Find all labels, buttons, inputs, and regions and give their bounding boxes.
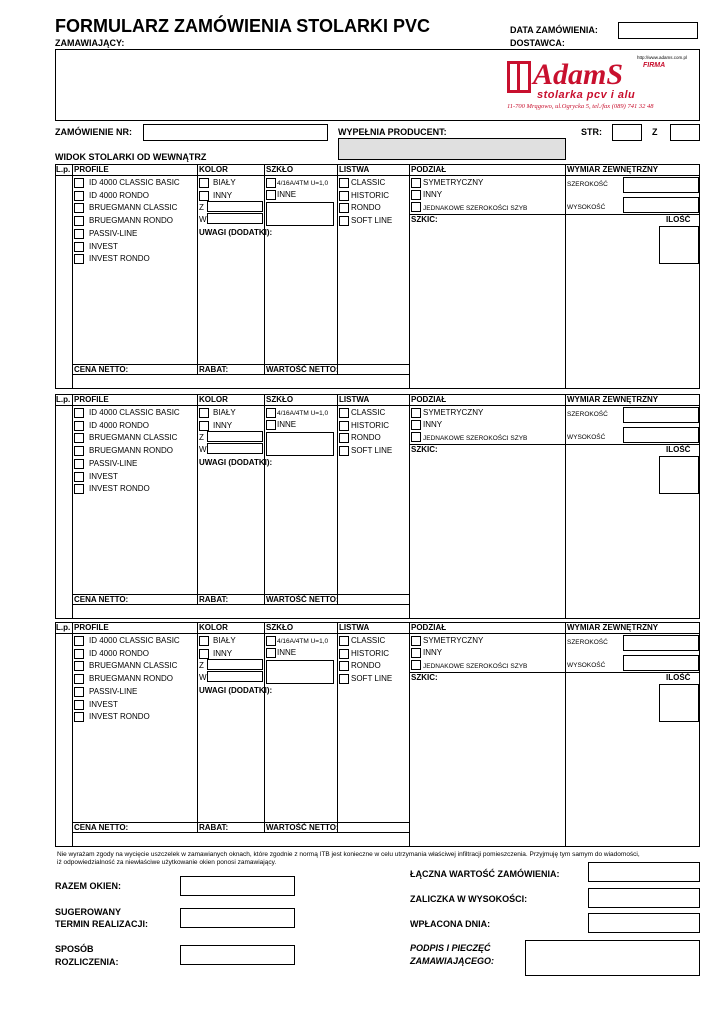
width-label: SZEROKOŚĆ (567, 411, 608, 418)
consent-text-line-2: iż odpowiedzialność za niewłaściwe użytkowanie okien ponosi zamawiający. (57, 859, 277, 866)
glass-other-field[interactable] (266, 202, 334, 226)
profile-option-label: INVEST (89, 241, 118, 251)
color-option-label: INNY (213, 648, 233, 658)
strip-option-label: RONDO (351, 661, 381, 670)
profile-option-label: BRUEGMANN CLASSIC (89, 661, 178, 671)
strip-checkbox[interactable] (339, 408, 349, 418)
color-outer-field[interactable] (207, 201, 263, 212)
profile-header: PROFILE (74, 165, 109, 174)
column-divider (197, 394, 198, 604)
profile-option-label: BRUEGMANN RONDO (89, 216, 174, 226)
dims-header: WYMIAR ZEWNĘTRZNY (567, 165, 659, 174)
height-field[interactable] (623, 655, 699, 671)
profile-checkbox[interactable] (74, 433, 84, 443)
total-windows-label: RAZEM OKIEN: (55, 881, 121, 891)
total-order-value-label: ŁĄCZNA WARTOŚĆ ZAMÓWIENIA: (410, 869, 560, 879)
column-divider (197, 164, 198, 374)
profile-checkbox[interactable] (74, 484, 84, 494)
window-logo-icon (507, 61, 531, 93)
quantity-label: ILOŚĆ (666, 445, 691, 454)
order-item-section (55, 622, 700, 847)
strip-option-label: SOFT LINE (351, 673, 393, 683)
profile-checkbox[interactable] (74, 446, 84, 456)
division-option-label: JEDNAKOWE SZEROKOŚCI SZYB (423, 663, 528, 670)
logo-tagline: stolarka pcv i alu (537, 89, 636, 101)
logo-firma: FIRMA (643, 62, 666, 69)
strip-checkbox[interactable] (339, 433, 349, 443)
color-header: KOLOR (199, 165, 228, 174)
payment-method-label-2: ROZLICZENIA: (55, 957, 119, 967)
color-outer-field[interactable] (207, 659, 263, 670)
color-outer-label: Z (199, 661, 204, 670)
profile-option-label: ID 4000 RONDO (89, 420, 150, 430)
color-outer-label: Z (199, 203, 204, 212)
color-inner-label: W (199, 673, 207, 682)
width-field[interactable] (623, 407, 699, 423)
profile-option-label: INVEST (89, 699, 118, 709)
width-label: SZEROKOŚĆ (567, 639, 608, 646)
order-number-label: ZAMÓWIENIE NR: (55, 127, 132, 137)
division-checkbox[interactable] (411, 202, 421, 212)
discount-label: RABAT: (199, 823, 229, 832)
width-field[interactable] (623, 177, 699, 193)
logo-name: AdamS (533, 58, 624, 91)
suggested-term-field[interactable] (180, 908, 295, 928)
orderer-label: ZAMAWIAJĄCY: (55, 38, 125, 48)
glass-option-label: INNE (277, 190, 297, 199)
glass-option-label: INNE (277, 420, 297, 429)
color-inner-label: W (199, 445, 207, 454)
notes-label: UWAGI (DODATKI): (199, 458, 273, 467)
paid-on-label: WPŁACONA DNIA: (410, 919, 491, 929)
profile-option-label: INVEST RONDO (89, 254, 150, 264)
color-checkbox[interactable] (199, 421, 209, 431)
net-price-label: CENA NETTO: (74, 595, 129, 604)
division-option-label: INNY (423, 420, 443, 429)
suggested-term-label-1: SUGEROWANY (55, 907, 122, 917)
division-option-label: INNY (423, 648, 443, 657)
strip-checkbox[interactable] (339, 178, 349, 188)
profile-option-label: ID 4000 RONDO (89, 648, 150, 658)
division-checkbox[interactable] (411, 420, 421, 430)
notes-label: UWAGI (DODATKI): (199, 228, 273, 237)
dims-header: WYMIAR ZEWNĘTRZNY (567, 623, 659, 632)
header-divider (55, 175, 700, 176)
column-divider (565, 394, 566, 619)
color-header: KOLOR (199, 395, 228, 404)
profile-option-label: BRUEGMANN RONDO (89, 674, 174, 684)
quantity-field[interactable] (659, 226, 699, 264)
profile-checkbox[interactable] (74, 661, 84, 671)
column-divider (72, 622, 73, 847)
column-divider (72, 394, 73, 619)
color-option-label: BIAŁY (213, 636, 236, 645)
profile-option-label: ID 4000 CLASSIC BASIC (89, 178, 180, 187)
producer-field[interactable] (338, 138, 566, 160)
strip-option-label: HISTORIC (351, 420, 390, 430)
strip-option-label: HISTORIC (351, 190, 390, 200)
view-inside-label: WIDOK STOLARKI OD WEWNĄTRZ (55, 152, 207, 162)
profile-option-label: BRUEGMANN CLASSIC (89, 433, 178, 443)
strip-checkbox[interactable] (339, 203, 349, 213)
net-price-label: CENA NETTO: (74, 365, 129, 374)
division-checkbox[interactable] (411, 190, 421, 200)
net-value-label: WARTOŚĆ NETTO: (266, 365, 339, 374)
strip-header: LISTWA (339, 623, 370, 632)
sketch-divider (409, 214, 700, 215)
payment-method-label-1: SPOSÓB (55, 944, 94, 954)
page-of-label: Z (652, 127, 658, 137)
profile-checkbox[interactable] (74, 674, 84, 684)
quantity-label: ILOŚĆ (666, 215, 691, 224)
profile-checkbox[interactable] (74, 421, 84, 431)
profile-checkbox[interactable] (74, 649, 84, 659)
quantity-field[interactable] (659, 684, 699, 722)
column-divider (337, 164, 338, 374)
column-divider (409, 622, 410, 847)
notes-label: UWAGI (DODATKI): (199, 686, 273, 695)
sketch-label: SZKIC: (411, 445, 438, 454)
discount-label: RABAT: (199, 595, 229, 604)
glass-checkbox[interactable] (266, 190, 276, 200)
signature-label-1: PODPIS I PIECZĘĆ (410, 943, 491, 953)
glass-checkbox[interactable] (266, 178, 276, 188)
glass-checkbox[interactable] (266, 648, 276, 658)
strip-checkbox[interactable] (339, 446, 349, 456)
width-label: SZEROKOŚĆ (567, 181, 608, 188)
color-inner-field[interactable] (207, 671, 263, 682)
total-windows-field[interactable] (180, 876, 295, 896)
division-header: PODZIAŁ (411, 395, 447, 404)
glass-header: SZKŁO (266, 395, 294, 404)
strip-option-label: RONDO (351, 433, 381, 442)
color-outer-field[interactable] (207, 431, 263, 442)
profile-checkbox[interactable] (74, 408, 84, 418)
strip-checkbox[interactable] (339, 216, 349, 226)
profile-checkbox[interactable] (74, 712, 84, 722)
sketch-divider (409, 672, 700, 673)
strip-checkbox[interactable] (339, 421, 349, 431)
lp-header: L.p. (56, 165, 71, 174)
signature-label-2: ZAMAWIAJĄCEGO: (410, 956, 494, 966)
profile-header: PROFILE (74, 623, 109, 632)
strip-checkbox[interactable] (339, 636, 349, 646)
sketch-label: SZKIC: (411, 673, 438, 682)
profile-checkbox[interactable] (74, 472, 84, 482)
order-date-field[interactable] (618, 22, 698, 39)
profile-checkbox[interactable] (74, 191, 84, 201)
profile-option-label: PASSIV-LINE (89, 686, 138, 696)
profile-checkbox[interactable] (74, 242, 84, 252)
profile-checkbox[interactable] (74, 687, 84, 697)
color-option-label: INNY (213, 420, 233, 430)
color-inner-field[interactable] (207, 213, 263, 224)
strip-option-label: CLASSIC (351, 636, 386, 645)
glass-checkbox[interactable] (266, 636, 276, 646)
strip-header: LISTWA (339, 395, 370, 404)
page-label: STR: (581, 127, 602, 137)
division-option-label: SYMETRYCZNY (423, 408, 484, 417)
dims-header: WYMIAR ZEWNĘTRZNY (567, 395, 659, 404)
page-total-field[interactable] (670, 124, 700, 141)
division-option-label: JEDNAKOWE SZEROKOŚCI SZYB (423, 205, 528, 212)
profile-checkbox[interactable] (74, 178, 84, 188)
net-value-label: WARTOŚĆ NETTO: (266, 595, 339, 604)
sketch-label: SZKIC: (411, 215, 438, 224)
glass-other-field[interactable] (266, 660, 334, 684)
color-header: KOLOR (199, 623, 228, 632)
strip-header: LISTWA (339, 165, 370, 174)
total-order-value-field[interactable] (588, 862, 700, 882)
color-option-label: BIAŁY (213, 408, 236, 417)
division-checkbox[interactable] (411, 648, 421, 658)
division-checkbox[interactable] (411, 660, 421, 670)
profile-option-label: BRUEGMANN CLASSIC (89, 203, 178, 213)
advance-field[interactable] (588, 888, 700, 908)
height-label: WYSOKOŚĆ (567, 662, 606, 669)
profile-checkbox[interactable] (74, 216, 84, 226)
order-item-section (55, 394, 700, 619)
profile-option-label: INVEST RONDO (89, 484, 150, 494)
column-divider (409, 164, 410, 389)
profile-option-label: INVEST (89, 471, 118, 481)
strip-option-label: CLASSIC (351, 408, 386, 417)
height-label: WYSOKOŚĆ (567, 434, 606, 441)
lp-header: L.p. (56, 395, 71, 404)
strip-checkbox[interactable] (339, 661, 349, 671)
column-divider (565, 164, 566, 389)
glass-header: SZKŁO (266, 165, 294, 174)
strip-option-label: SOFT LINE (351, 215, 393, 225)
profile-option-label: INVEST RONDO (89, 712, 150, 722)
profile-option-label: BRUEGMANN RONDO (89, 446, 174, 456)
net-price-label: CENA NETTO: (74, 823, 129, 832)
column-divider (565, 622, 566, 847)
color-checkbox[interactable] (199, 649, 209, 659)
sketch-divider (409, 444, 700, 445)
company-logo (503, 53, 693, 115)
discount-label: RABAT: (199, 365, 229, 374)
color-option-label: BIAŁY (213, 178, 236, 187)
advance-label: ZALICZKA W WYSOKOŚCI: (410, 894, 528, 904)
strip-checkbox[interactable] (339, 674, 349, 684)
profile-checkbox[interactable] (74, 203, 84, 213)
payment-method-field[interactable] (180, 945, 295, 965)
glass-option-label: 4/16A/4TM U=1,0 (277, 410, 329, 417)
width-field[interactable] (623, 635, 699, 651)
glass-option-label: INNE (277, 648, 297, 657)
strip-option-label: RONDO (351, 203, 381, 212)
order-item-section (55, 164, 700, 389)
division-option-label: SYMETRYCZNY (423, 636, 484, 645)
column-divider (264, 394, 265, 604)
paid-on-field[interactable] (588, 913, 700, 933)
division-header: PODZIAŁ (411, 623, 447, 632)
form-title: FORMULARZ ZAMÓWIENIA STOLARKI PVC (55, 16, 430, 36)
glass-option-label: 4/16A/4TM U=1,0 (277, 180, 329, 187)
signature-field[interactable] (525, 940, 700, 976)
division-option-label: SYMETRYCZNY (423, 178, 484, 187)
height-label: WYSOKOŚĆ (567, 204, 606, 211)
color-checkbox[interactable] (199, 178, 209, 188)
suggested-term-label-2: TERMIN REALIZACJI: (55, 919, 148, 929)
profile-checkbox[interactable] (74, 700, 84, 710)
color-inner-field[interactable] (207, 443, 263, 454)
net-value-label: WARTOŚĆ NETTO: (266, 823, 339, 832)
glass-other-field[interactable] (266, 432, 334, 456)
color-option-label: INNY (213, 190, 233, 200)
glass-header: SZKŁO (266, 623, 294, 632)
division-checkbox[interactable] (411, 178, 421, 188)
quantity-field[interactable] (659, 456, 699, 494)
strip-checkbox[interactable] (339, 191, 349, 201)
column-divider (337, 394, 338, 604)
header-divider (55, 633, 700, 634)
column-divider (409, 394, 410, 619)
strip-option-label: SOFT LINE (351, 445, 393, 455)
profile-checkbox[interactable] (74, 636, 84, 646)
page-number-field[interactable] (612, 124, 642, 141)
color-checkbox[interactable] (199, 191, 209, 201)
lp-header: L.p. (56, 623, 71, 632)
strip-option-label: HISTORIC (351, 648, 390, 658)
header-divider (55, 405, 700, 406)
column-divider (264, 164, 265, 374)
division-option-label: INNY (423, 190, 443, 199)
profile-checkbox[interactable] (74, 459, 84, 469)
division-header: PODZIAŁ (411, 165, 447, 174)
column-divider (337, 622, 338, 832)
profile-option-label: PASSIV-LINE (89, 458, 138, 468)
glass-option-label: 4/16A/4TM U=1,0 (277, 638, 329, 645)
order-date-label: DATA ZAMÓWIENIA: (510, 25, 598, 35)
supplier-label: DOSTAWCA: (510, 38, 565, 48)
producer-label: WYPEŁNIA PRODUCENT: (338, 127, 447, 137)
strip-option-label: CLASSIC (351, 178, 386, 187)
division-checkbox[interactable] (411, 408, 421, 418)
color-inner-label: W (199, 215, 207, 224)
logo-url: http://www.adams.com.pl (636, 55, 687, 60)
glass-checkbox[interactable] (266, 420, 276, 430)
color-checkbox[interactable] (199, 408, 209, 418)
height-field[interactable] (623, 427, 699, 443)
profile-checkbox[interactable] (74, 254, 84, 264)
column-divider (197, 622, 198, 832)
division-option-label: JEDNAKOWE SZEROKOŚCI SZYB (423, 435, 528, 442)
profile-option-label: ID 4000 CLASSIC BASIC (89, 636, 180, 645)
strip-checkbox[interactable] (339, 649, 349, 659)
profile-header: PROFILE (74, 395, 109, 404)
height-field[interactable] (623, 197, 699, 213)
logo-address: 11-700 Mrągowo, ul.Ogrycka 5, tel./fax (089) 741 32 48 (507, 103, 654, 110)
consent-text-line-1: Nie wyrażam zgody na wycięcie uszczelek w zamawianych oknach, które zgodnie z normą ITB jest konieczne w celu utrzymania właściwej infiltracji pomieszczenia. Przyjmuję tym samym do wiadomości, (57, 851, 640, 858)
profile-option-label: PASSIV-LINE (89, 228, 138, 238)
quantity-label: ILOŚĆ (666, 673, 691, 682)
order-number-field[interactable] (143, 124, 328, 141)
column-divider (72, 164, 73, 389)
division-checkbox[interactable] (411, 636, 421, 646)
color-checkbox[interactable] (199, 636, 209, 646)
profile-option-label: ID 4000 CLASSIC BASIC (89, 408, 180, 417)
color-outer-label: Z (199, 433, 204, 442)
division-checkbox[interactable] (411, 432, 421, 442)
profile-checkbox[interactable] (74, 229, 84, 239)
column-divider (264, 622, 265, 832)
profile-option-label: ID 4000 RONDO (89, 190, 150, 200)
glass-checkbox[interactable] (266, 408, 276, 418)
